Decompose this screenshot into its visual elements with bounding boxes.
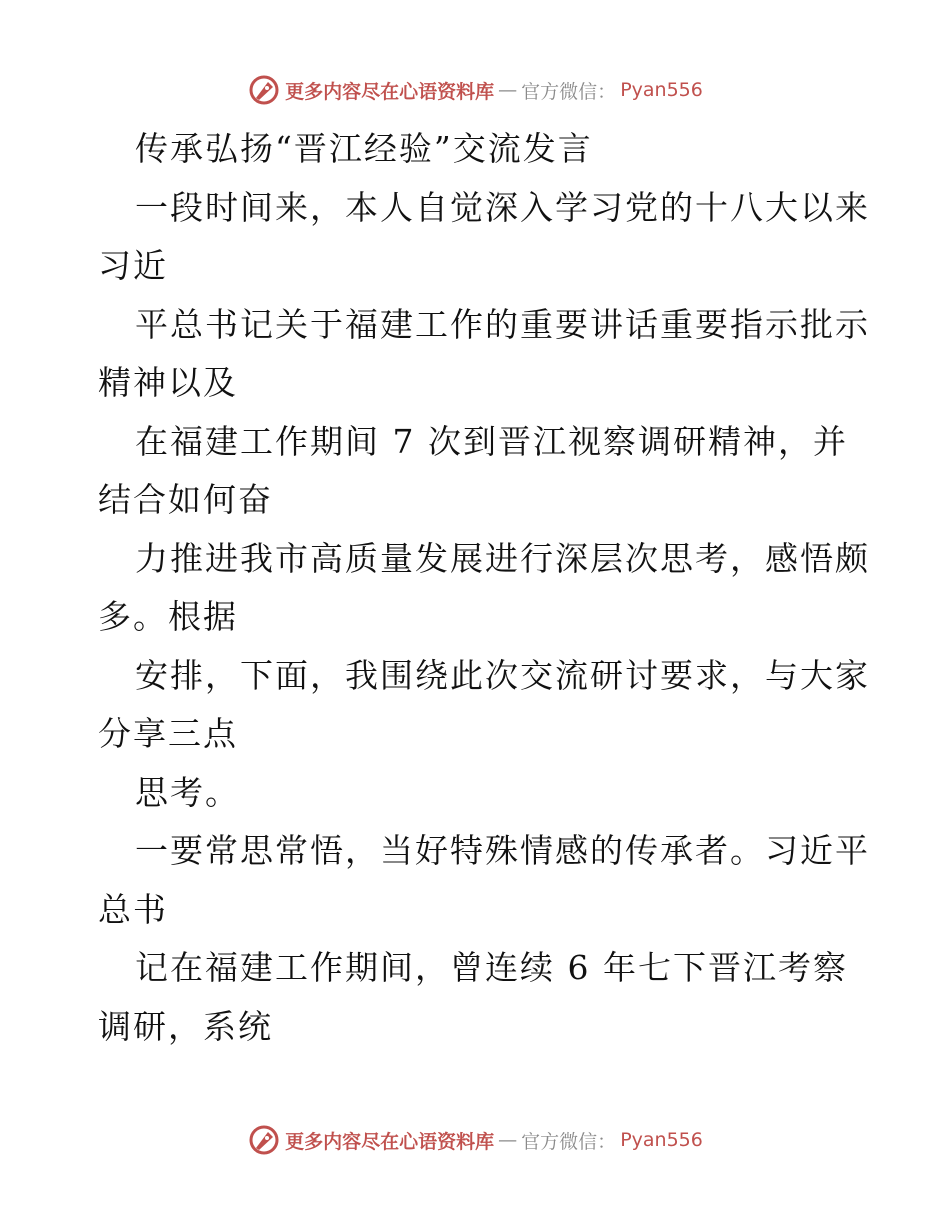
header-watermark-banner: [0, 70, 950, 110]
banner-label: 官方微信：: [521, 1130, 617, 1153]
footer-watermark-banner: [0, 1120, 950, 1160]
banner-handle: Pyan556: [620, 79, 703, 101]
banner-prefix: 更多内容尽在心语资料库: [285, 1130, 495, 1153]
banner-dash: —: [498, 79, 518, 101]
banner-label: 官方微信：: [521, 80, 617, 103]
text-line: 分享三点: [98, 714, 238, 753]
banner-dash: —: [498, 1129, 518, 1151]
text-line: 平总书记关于福建工作的重要讲话重要指示批示: [135, 304, 870, 344]
text-line: 总书: [98, 889, 168, 929]
banner-handle: Pyan556: [620, 1129, 703, 1151]
text-line: 思考。: [135, 772, 240, 812]
text-line: 习近: [98, 246, 168, 285]
text-line: 一段时间来，本人自觉深入学习党的十八大以来: [135, 187, 870, 227]
pen-nib-logo-icon: [247, 1123, 281, 1157]
document-body: [98, 120, 870, 1056]
pen-nib-logo-icon: [247, 73, 281, 107]
text-line: 在福建工作期间 7 次到晋江视察调研精神，并: [135, 421, 848, 461]
text-line: 调研，系统: [98, 1006, 273, 1046]
text-line: 一要常思常悟，当好特殊情感的传承者。习近平: [135, 831, 870, 870]
text-line: 结合如何奋: [98, 480, 273, 519]
text-line: 记在福建工作期间，曾连续 6 年七下晋江考察: [135, 948, 848, 987]
text-line: 安排，下面，我围绕此次交流研讨要求，与大家: [135, 655, 870, 695]
text-line: 精神以及: [98, 363, 238, 402]
text-line: 力推进我市高质量发展进行深层次思考，感悟颇: [135, 538, 870, 578]
text-line: 多。根据: [98, 597, 238, 636]
document-title: 传承弘扬“晋江经验”交流发言: [135, 129, 593, 168]
banner-prefix: 更多内容尽在心语资料库: [285, 80, 495, 103]
